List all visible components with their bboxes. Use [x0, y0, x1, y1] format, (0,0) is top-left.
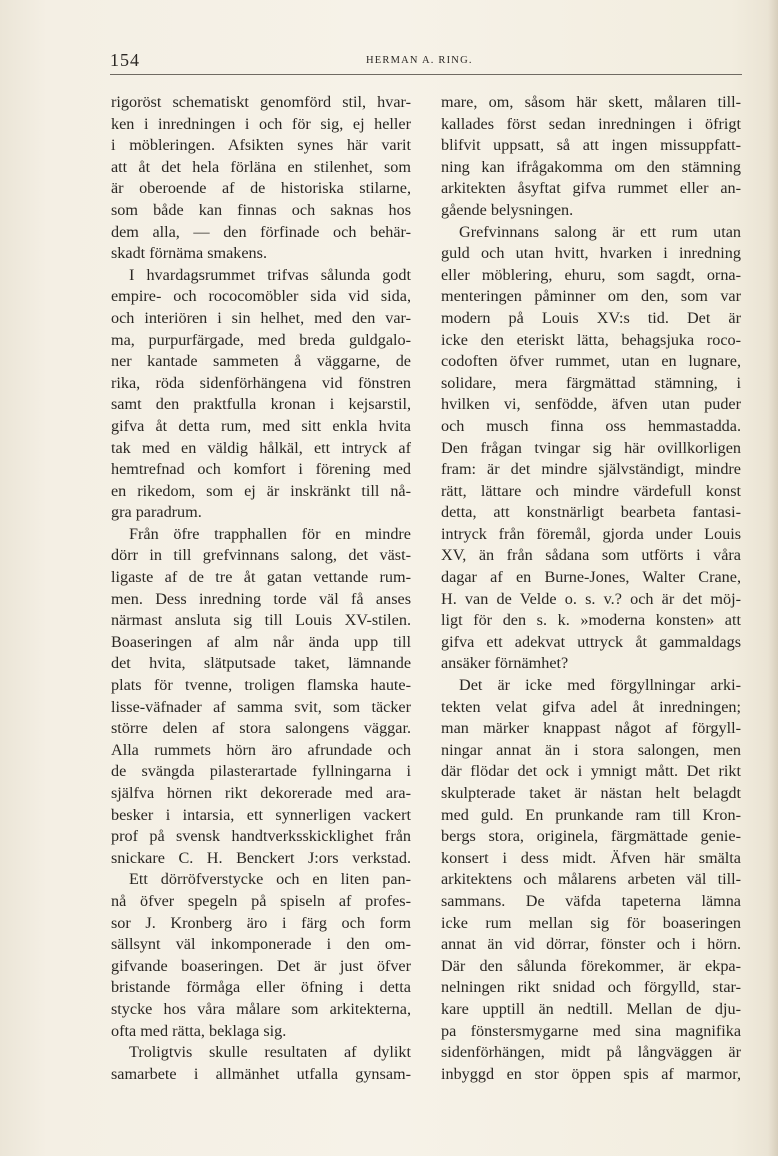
text-line: man märker knappast något af förgyll- [441, 719, 741, 738]
text-line: att åt det hela förläna en stilenhet, som [111, 157, 411, 176]
text-line: sällsynt väl inkomponerade i den om- [111, 935, 411, 954]
text-line: XV, än från sådana som utförts i våra [441, 546, 741, 565]
text-line: annat än vid dörrar, fönster och i hörn. [441, 935, 741, 954]
text-line: och musch finna oss hemmastadda. [441, 416, 741, 435]
page-edge-shadow [768, 0, 778, 1156]
text-line: icke rum mellan sig för boaseringen [441, 913, 741, 932]
text-line: dem alla, — den förfinade och behär- [111, 222, 411, 241]
text-line: gra paradrum. [111, 503, 202, 522]
text-line: skadt förnäma smakens. [111, 244, 267, 263]
text-line: samt den praktfulla kronan i kejsarstil, [111, 395, 411, 414]
text-line: sor J. Kronberg äro i färg och form [111, 913, 411, 932]
text-line: icke den eteriskt lätta, behagsjuka roco- [441, 330, 741, 349]
page-number: 154 [110, 50, 140, 70]
text-line: nelningen rikt snidad och förgylld, star- [441, 978, 741, 997]
text-line: nå öfver spegeln på spiseln af profes- [111, 891, 411, 910]
text-line: gående belysningen. [441, 200, 574, 219]
left-text-column [111, 92, 411, 1085]
text-line: inbyggd en stor öppen spis af marmor, [441, 1064, 741, 1083]
text-line: arkitekten åsyftat gifva rummet eller an- [441, 179, 741, 198]
text-line: lisse-väfnader af samma svit, som täcker [111, 697, 411, 716]
text-line: Alla rummets hörn äro afrundade och [111, 740, 411, 759]
text-line: blifvit uppsatt, så att ingen missuppfatt- [441, 136, 741, 155]
text-line: mare, om, såsom här skett, målaren till- [441, 93, 741, 111]
text-line: ansäker förnämhet? [441, 654, 569, 673]
text-line: skulpterade taket är nästan helt belagdt [441, 784, 741, 802]
text-line: gifva ett adekvat uttryck åt gammaldags [441, 632, 741, 651]
text-line: rika, röda sidenförhängena vid fönstren [111, 373, 411, 392]
header-rule [110, 74, 742, 75]
text-line: med guld. En prunkande ram till Kron- [441, 805, 741, 824]
text-line: plats för tvenne, troligen flamska haute- [111, 676, 411, 695]
text-line: sidenförhängen, midt på långväggen är [441, 1043, 741, 1062]
text-line: ligt för den s. k. »moderna konsten» att [441, 611, 741, 630]
text-line: Grefvinnans salong är ett rum utan [459, 222, 741, 241]
text-line: själfva hörnen rikt dekorerade med ara- [111, 784, 411, 802]
text-line: hemtrefnad och komfort i förening med [111, 460, 411, 479]
text-line: ner kantade sammeten å väggarne, de [111, 352, 411, 371]
text-line: större delen af stora salongens väggar. [111, 719, 411, 738]
text-line: och interiören i sin helhet, med den var- [111, 308, 411, 327]
text-line: kallades först sedan inredningen i öfrigt [441, 114, 741, 133]
text-line: det hvita, slätputsade taket, lämnande [111, 654, 411, 673]
text-line: en rikedom, som ej är inskränkt till nå- [111, 481, 411, 500]
text-line: menteringen påminner om den, som var [441, 287, 741, 306]
text-line: prof på svensk handtverksskicklighet från [111, 827, 411, 846]
text-line: Ett dörröfverstycke och en liten pan- [129, 870, 411, 889]
text-line: Det är icke med förgyllningar arki- [459, 676, 741, 695]
running-head: HERMAN A. RING. [366, 55, 473, 66]
text-line: i möbleringen. Afsikten synes här varit [111, 136, 411, 155]
text-line: konsert i dess midt. Äfven här smälta [441, 848, 741, 867]
text-line: som både kan finnas och saknas hos [111, 200, 411, 219]
right-text-column [441, 92, 741, 1085]
text-line: bergs stora, originela, färgmättade genie- [441, 827, 741, 846]
text-line: sammans. De väfda tapeterna lämna [441, 891, 741, 910]
text-line: rigoröst schematiskt genomförd stil, hvar- [111, 93, 411, 111]
text-line: detta, att konstnärligt bearbeta fantasi- [441, 503, 741, 522]
text-line: ofta med rätta, beklaga sig. [111, 1021, 287, 1040]
text-line: arkitektens och målarens arbeten väl till- [441, 870, 741, 889]
text-line: ken i inredningen i och för sig, ej heller [111, 114, 411, 133]
text-line: empire- och rococomöbler sida vid sida, [111, 287, 411, 306]
text-line: men. Dess inredning torde väl få anses [111, 589, 411, 608]
text-line: Från öfre trapphallen för en mindre [129, 524, 411, 543]
text-line: intryck från föremål, gjorda under Louis [441, 524, 741, 543]
text-line: närmast ansluta sig till Louis XV-stilen. [111, 611, 411, 630]
text-line: Där den sålunda förekommer, är ekpa- [441, 956, 741, 975]
text-line: Den frågan tvingar sig här ovillkorligen [441, 438, 741, 457]
text-line: rätt, lättare och mindre värdefull konst [441, 481, 741, 500]
text-line: ma, purpurfärgade, med breda guldgalo- [111, 330, 411, 349]
text-line: snickare C. H. Benckert J:ors verkstad. [111, 848, 411, 867]
text-line: bristande förmåga eller öfning i detta [111, 978, 411, 997]
text-line: codoften öfver rummet, utan en lugnare, [441, 352, 741, 371]
text-line: dörr in till grefvinnans salong, det väst- [111, 546, 411, 565]
text-line: kare upptill än nedtill. Mellan de dju- [441, 999, 741, 1018]
text-line: modern på Louis XV:s tid. Det är [441, 308, 741, 327]
text-line: eller möblering, ehuru, som sagdt, orna- [441, 265, 741, 284]
text-line: tak med en väldig hålkäl, ett intryck af [111, 438, 411, 457]
text-line: samarbete i allmänhet utfalla gynsam- [111, 1064, 411, 1083]
text-line: ning kan ifrågakomma om den stämning [441, 157, 741, 176]
text-line: fram: är det mindre självständigt, mindre [441, 460, 741, 479]
text-line: de svängda pilasterartade fyllningarna i [111, 762, 411, 781]
text-line: besker i intarsia, ett synnerligen vackert [111, 805, 411, 824]
text-line: solidare, mera färgmättad stämning, i [441, 373, 741, 392]
text-line: gifvande boaseringen. Det är just öfver [111, 956, 411, 975]
text-line: stycke hos våra målare som arkitekterna, [111, 999, 411, 1018]
text-line: I hvardagsrummet trifvas sålunda godt [129, 265, 411, 284]
page-header [110, 50, 740, 74]
text-line: H. van de Velde o. s. v.? och är det möj- [441, 589, 741, 608]
text-line: hvilken vi, senfödde, äfven utan puder [441, 395, 741, 414]
text-line: tekten velat gifva adel åt inredningen; [441, 697, 741, 716]
text-line: gifva åt detta rum, med sitt enkla hvita [111, 416, 411, 435]
text-line: ningar annat än i stora salongen, men [441, 740, 741, 759]
text-line: guld och utan hvitt, hvarken i inredning [441, 244, 741, 263]
text-line: ligaste af de tre åt gatan vettande rum- [111, 568, 411, 587]
text-line: Troligtvis skulle resultaten af dylikt [129, 1043, 411, 1062]
text-line: där flödar det ock i ymnigt mått. Det rikt [441, 762, 741, 781]
text-line: dagar af en Burne-Jones, Walter Crane, [441, 568, 741, 587]
text-line: pa fönstersmygarne med sina magnifika [441, 1021, 741, 1040]
text-line: Boaseringen af alm når ända upp till [111, 632, 411, 651]
text-line: är oberoende af de historiska stilarne, [111, 179, 411, 198]
